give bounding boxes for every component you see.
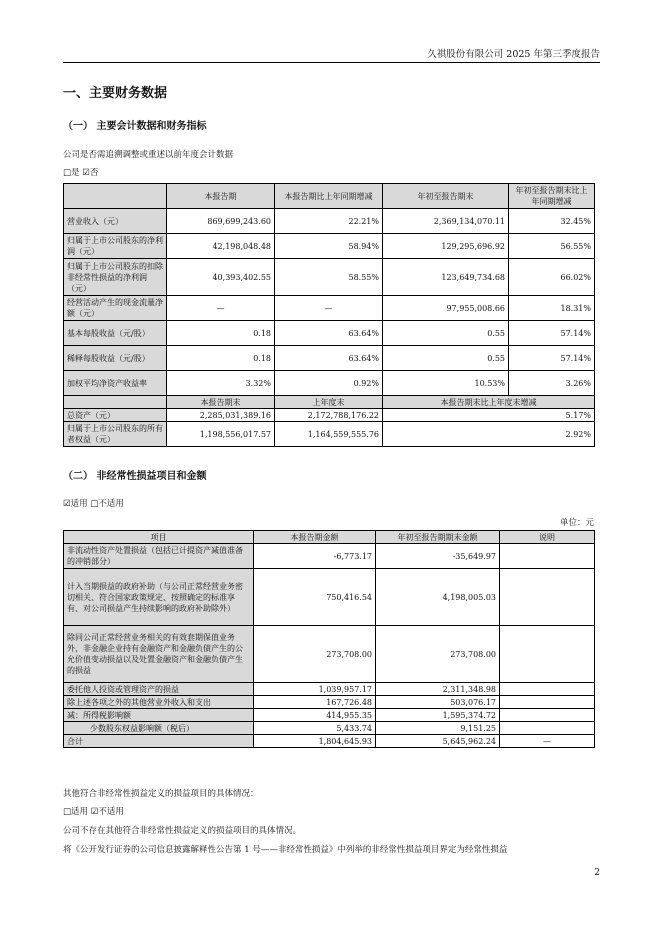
table-cell: 年初至报告期末比上年同期增减 — [509, 184, 595, 209]
table-cell: 委托他人投资或管理资产的损益 — [64, 683, 254, 696]
table-cell: -6,773.17 — [254, 544, 376, 569]
table-cell: 1,164,559,555.76 — [275, 422, 383, 447]
restatement-options: □是 ☑否 — [63, 168, 99, 178]
table-cell: 129,295,696.92 — [383, 234, 509, 259]
table-cell: 上年度末 — [275, 396, 383, 409]
page-number: 2 — [594, 868, 600, 878]
table-cell: 本报告期 — [167, 184, 275, 209]
table-cell: 57.14% — [509, 346, 595, 371]
table-cell: 本报告期末 — [167, 396, 275, 409]
restatement-question: 公司是否需追溯调整或重述以前年度会计数据 — [63, 150, 234, 160]
table-cell: — — [167, 296, 275, 321]
table-cell: 3.32% — [167, 371, 275, 396]
table-row — [64, 409, 595, 422]
table-cell: — — [500, 735, 595, 748]
table-row — [64, 722, 595, 735]
table-row — [64, 709, 595, 722]
table-cell: 56.55% — [509, 234, 595, 259]
table-row — [64, 371, 595, 396]
table-cell: 273,708.00 — [376, 626, 500, 683]
unit-label: 单位：元 — [559, 518, 594, 528]
table-cell: 1,198,556,017.57 — [167, 422, 275, 447]
table-row — [64, 626, 595, 683]
table-row — [64, 683, 595, 696]
table-cell: 273,708.00 — [254, 626, 376, 683]
table-cell: 基本每股收益（元/股） — [64, 321, 167, 346]
subsection-title-1: （一） 主要会计数据和财务指标 — [63, 121, 207, 132]
table-cell: 750,416.54 — [254, 569, 376, 626]
table-cell: 归属于上市公司股东的扣除非经常性损益的净利润（元） — [64, 259, 167, 296]
table-cell: 说明 — [500, 531, 595, 544]
table-cell: 42,198,048.48 — [167, 234, 275, 259]
table-cell: 5,433.74 — [254, 722, 376, 735]
table-cell: 0.92% — [275, 371, 383, 396]
table-cell: 项目 — [64, 531, 254, 544]
table-cell: 2,172,788,176.22 — [275, 409, 383, 422]
table-cell: 97,955,008.66 — [383, 296, 509, 321]
table-cell: 营业收入（元） — [64, 209, 167, 234]
table-row — [64, 346, 595, 371]
reclassification-note: 将《公开发行证券的公司信息披露解释性公告第 1 号——非经常性损益》中列举的非经常性损益项目界定为经常性损益 — [63, 845, 508, 855]
table-cell: 年初至报告期末 — [383, 184, 509, 209]
table-cell: 0.55 — [383, 321, 509, 346]
table-cell: 32.45% — [509, 209, 595, 234]
table-cell — [500, 626, 595, 683]
table-row — [64, 259, 595, 296]
non-recurring-gains-table — [63, 530, 595, 748]
table-cell: 本报告期金额 — [254, 531, 376, 544]
table-cell: 58.55% — [275, 259, 383, 296]
table-cell: 2,285,031,389.16 — [167, 409, 275, 422]
table-cell: -35,649.97 — [376, 544, 500, 569]
table-header-row — [64, 531, 595, 544]
table-cell: 经营活动产生的现金流量净额（元） — [64, 296, 167, 321]
table-header-row — [64, 184, 595, 209]
table-cell: 5.17% — [383, 409, 595, 422]
table-cell: 除同公司正常经营业务相关的有效套期保值业务外，非金融企业持有金融资产和金融负债产生的公允价值变动损益以及处置金融资产和金融负债产生的损益 — [64, 626, 254, 683]
table-cell: 58.94% — [275, 234, 383, 259]
table-cell: 1,595,374.72 — [376, 709, 500, 722]
table-cell: 9,151.25 — [376, 722, 500, 735]
no-other-items-note: 公司不存在其他符合非经常性损益定义的损益项目的具体情况。 — [63, 826, 302, 836]
table-cell: — — [275, 296, 383, 321]
table-row — [64, 321, 595, 346]
financial-data-table — [63, 183, 595, 447]
table-cell — [500, 569, 595, 626]
table-cell: 1,804,645.93 — [254, 735, 376, 748]
page-header: 久祺股份有限公司 2025 年第三季度报告 — [427, 49, 600, 60]
table-cell: 414,955.35 — [254, 709, 376, 722]
table-cell — [500, 683, 595, 696]
table-cell — [500, 709, 595, 722]
table-row — [64, 422, 595, 447]
table-cell: 5,645,962.24 — [376, 735, 500, 748]
table-cell: 少数股东权益影响额（税后） — [64, 722, 254, 735]
table-cell — [64, 184, 167, 209]
other-items-note: 其他符合非经常性损益定义的损益项目的具体情况： — [63, 789, 259, 799]
table-cell: 40,393,402.55 — [167, 259, 275, 296]
table-cell: 3.26% — [509, 371, 595, 396]
table-cell: 减：所得税影响额 — [64, 709, 254, 722]
table-cell: 503,076.17 — [376, 696, 500, 709]
table-row — [64, 296, 595, 321]
table-cell: 加权平均净资产收益率 — [64, 371, 167, 396]
table-row — [64, 544, 595, 569]
table-cell — [64, 396, 167, 409]
other-items-options: □适用 ☑不适用 — [63, 807, 124, 817]
table-cell: 22.21% — [275, 209, 383, 234]
table-cell: 归属于上市公司股东的净利润（元） — [64, 234, 167, 259]
table-cell: 非流动性资产处置损益（包括已计提资产减值准备的冲销部分） — [64, 544, 254, 569]
table-row — [64, 569, 595, 626]
table-cell: 合计 — [64, 735, 254, 748]
table-cell: 0.18 — [167, 321, 275, 346]
table-cell: 计入当期损益的政府补助（与公司正常经营业务密切相关、符合国家政策规定、按照确定的标准享有、对公司损益产生持续影响的政府补助除外） — [64, 569, 254, 626]
table-cell: 年初至报告期期末金额 — [376, 531, 500, 544]
header-rule — [63, 62, 600, 63]
subsection-title-2: （二） 非经常性损益项目和金额 — [63, 471, 207, 482]
table-cell: 869,699,243.60 — [167, 209, 275, 234]
table-row — [64, 209, 595, 234]
table-cell: 2,369,134,070.11 — [383, 209, 509, 234]
table-cell — [500, 722, 595, 735]
table-cell: 10.53% — [383, 371, 509, 396]
table-row — [64, 735, 595, 748]
table-cell: 总资产（元） — [64, 409, 167, 422]
table-cell: 167,726.48 — [254, 696, 376, 709]
table-cell: 本报告期末比上年度末增减 — [383, 396, 595, 409]
table-row — [64, 234, 595, 259]
table-cell: 归属于上市公司股东的所有者权益（元） — [64, 422, 167, 447]
table-subheader-row — [64, 396, 595, 409]
table-row — [64, 696, 595, 709]
section-title: 一、主要财务数据 — [63, 86, 168, 101]
table-cell: 0.18 — [167, 346, 275, 371]
applicable-options: ☑适用 □不适用 — [63, 499, 124, 509]
table-cell: 18.31% — [509, 296, 595, 321]
table-cell: 4,198,005.03 — [376, 569, 500, 626]
table-cell: 1,039,957.17 — [254, 683, 376, 696]
table-cell: 123,649,734.68 — [383, 259, 509, 296]
table-cell: 2,311,348.98 — [376, 683, 500, 696]
table-cell: 2.92% — [383, 422, 595, 447]
table-cell: 0.55 — [383, 346, 509, 371]
table-cell: 63.64% — [275, 346, 383, 371]
table-cell: 57.14% — [509, 321, 595, 346]
table-cell — [500, 544, 595, 569]
table-cell — [500, 696, 595, 709]
table-cell: 除上述各项之外的其他营业外收入和支出 — [64, 696, 254, 709]
table-cell: 稀释每股收益（元/股） — [64, 346, 167, 371]
table-cell: 66.02% — [509, 259, 595, 296]
table-cell: 63.64% — [275, 321, 383, 346]
table-cell: 本报告期比上年同期增减 — [275, 184, 383, 209]
